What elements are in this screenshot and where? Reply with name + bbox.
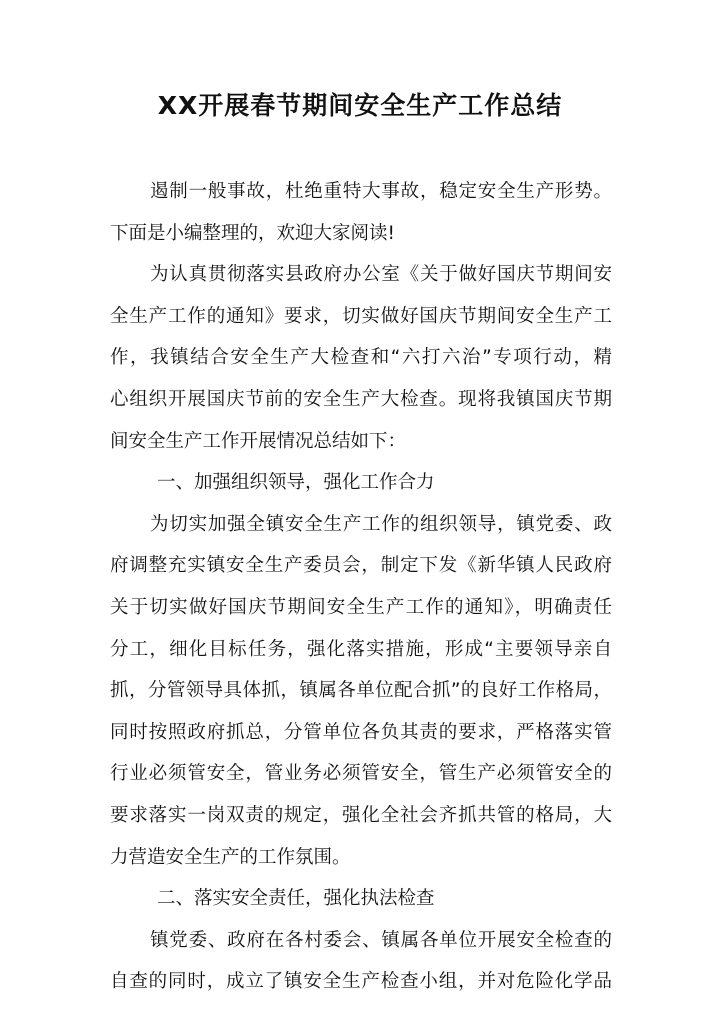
paragraph-line: 为切实加强全镇安全生产工作的组织领导，镇党委、政 bbox=[150, 513, 612, 535]
paragraph-line: 作，我镇结合安全生产大检查和“六打六治”专项行动，精 bbox=[110, 347, 612, 369]
paragraph-line: 心组织开展国庆节前的安全生产大检查。现将我镇国庆节期 bbox=[110, 388, 612, 410]
paragraph-line: 力营造安全生产的工作氛围。 bbox=[110, 846, 351, 868]
paragraph-line: 镇党委、政府在各村委会、镇属各单位开展安全检查的 bbox=[150, 929, 612, 951]
paragraph-line: 府调整充实镇安全生产委员会，制定下发《新华镇人民政府 bbox=[110, 555, 612, 577]
paragraph-line: 抓，分管领导具体抓，镇属各单位配合抓”的良好工作格局， bbox=[110, 680, 612, 702]
document-title: XX开展春节期间安全生产工作总结 bbox=[157, 91, 563, 120]
paragraph-line: 同时按照政府抓总，分管单位各负其责的要求，严格落实管 bbox=[110, 721, 612, 743]
paragraph-line: 自查的同时，成立了镇安全生产检查小组，并对危险化学品 bbox=[110, 971, 612, 993]
paragraph-line: 要求落实一岗双责的规定，强化全社会齐抓共管的格局，大 bbox=[110, 804, 612, 826]
section-heading: 二、落实安全责任，强化执法检查 bbox=[157, 888, 435, 910]
section-heading: 一、加强组织领导，强化工作合力 bbox=[157, 472, 435, 494]
paragraph-line: 下面是小编整理的，欢迎大家阅读! bbox=[110, 222, 395, 244]
paragraph-line: 全生产工作的通知》要求，切实做好国庆节期间安全生产工 bbox=[110, 305, 612, 327]
paragraph-line: 遏制一般事故，杜绝重特大事故，稳定安全生产形势。 bbox=[150, 181, 612, 202]
paragraph-line: 行业必须管安全，管业务必须管安全，管生产必须管安全的 bbox=[110, 763, 612, 785]
document-body bbox=[110, 171, 612, 1003]
paragraph-line: 关于切实做好国庆节期间安全生产工作的通知》，明确责任 bbox=[110, 596, 612, 618]
paragraph-line: 为认真贯彻落实县政府办公室《关于做好国庆节期间安 bbox=[150, 264, 612, 286]
paragraph-line: 间安全生产工作开展情况总结如下： bbox=[110, 430, 407, 452]
paragraph-line: 分工，细化目标任务，强化落实措施，形成“主要领导亲自 bbox=[110, 638, 612, 660]
